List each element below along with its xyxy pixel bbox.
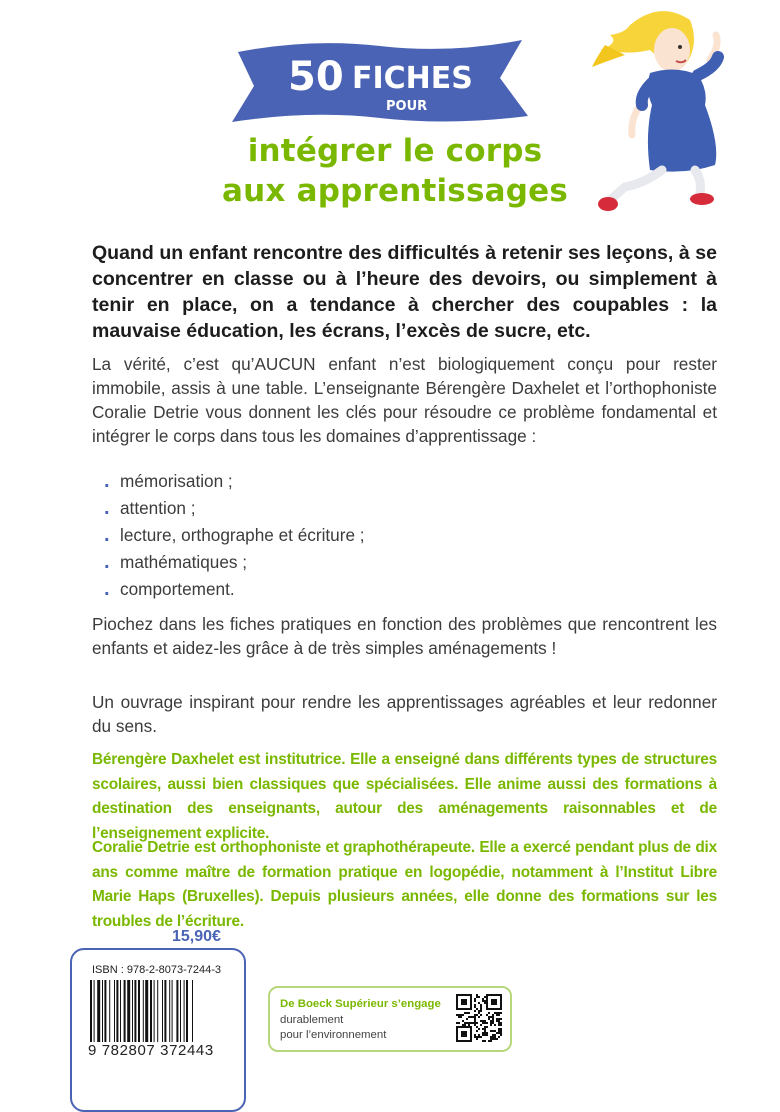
bullet-dot-icon: . [104,470,110,492]
subtitle-line-2: aux apprentissages [222,173,568,209]
list-item: . attention ; [104,495,365,522]
isbn-label: ISBN : 978-2-8073-7244-3 [92,964,222,976]
banner-small: POUR [386,99,428,114]
bullet-dot-icon: . [104,551,110,573]
price-label: 15,90€ [172,928,221,945]
author-bio-2: Coralie Detrie est orthophoniste et graphothérapeute. Elle a exercé pendant plus de dix ans comme maître de formation pratique en logopédie, notamment à l’Institut Libre Marie Haps (Bruxelles). Depuis plusieurs années, elle donne des formations sur les troubles de l’écriture. [92,839,717,930]
bullet-dot-icon: . [104,497,110,519]
eco-commitment-box [268,986,512,1052]
barcode-digits: 9 782807 372443 [88,1042,214,1059]
banner-word: FICHES [352,61,473,96]
list-item: . mathématiques ; [104,549,365,576]
body-paragraph-3: Un ouvrage inspirant pour rendre les apprentissages agréables et leur redonner du sens. [92,692,717,736]
title-banner [230,30,530,130]
list-item: . mémorisation ; [104,468,365,495]
subtitle-line-1: intégrer le corps [247,133,543,169]
barcode-icon [90,980,230,1042]
bullet-dot-icon: . [104,578,110,600]
domain-list [104,468,365,603]
body-paragraph-1: La vérité, c’est qu’AUCUN enfant n’est biologiquement conçu pour rester immobile, assis à une table. L’enseignante Bérengère Daxhelet et l’orthophoniste Coralie Detrie vous donnent les clés pour résoudre ce problème fondamental et intégrer le corps dans tous les domaines d’apprentissage : [92,354,717,446]
isbn-box [70,948,246,1112]
eco-title: De Boeck Supérieur s’engage [280,998,441,1010]
qr-code-icon [456,994,502,1042]
list-item: . comportement. [104,576,365,603]
running-girl-illustration [590,5,740,220]
eco-line-2: pour l’environnement [280,1029,387,1041]
bullet-dot-icon: . [104,524,110,546]
banner-number: 50 [288,54,344,100]
lead-paragraph: Quand un enfant rencontre des difficultés à retenir ses leçons, à se concentrer en classe ou à l’heure des devoirs, ou simplement à tenir en place, on a tendance à chercher des coupables : la mauvaise éducation, les écrans, l’excès de sucre, etc. [92,242,717,342]
author-bio-1: Bérengère Daxhelet est institutrice. Elle a enseigné dans différents types de structures scolaires, aussi bien classiques que spécialisées. Elle anime aussi des formations à destination des enseignants, autour des aménagements raisonnables et de l’enseignement explicite. [92,751,717,842]
list-item: . lecture, orthographe et écriture ; [104,522,365,549]
eco-line-1: durablement [280,1014,344,1026]
body-paragraph-2: Piochez dans les fiches pratiques en fonction des problèmes que rencontrent les enfants et aidez-les grâce à de très simples aménagements ! [92,614,717,658]
